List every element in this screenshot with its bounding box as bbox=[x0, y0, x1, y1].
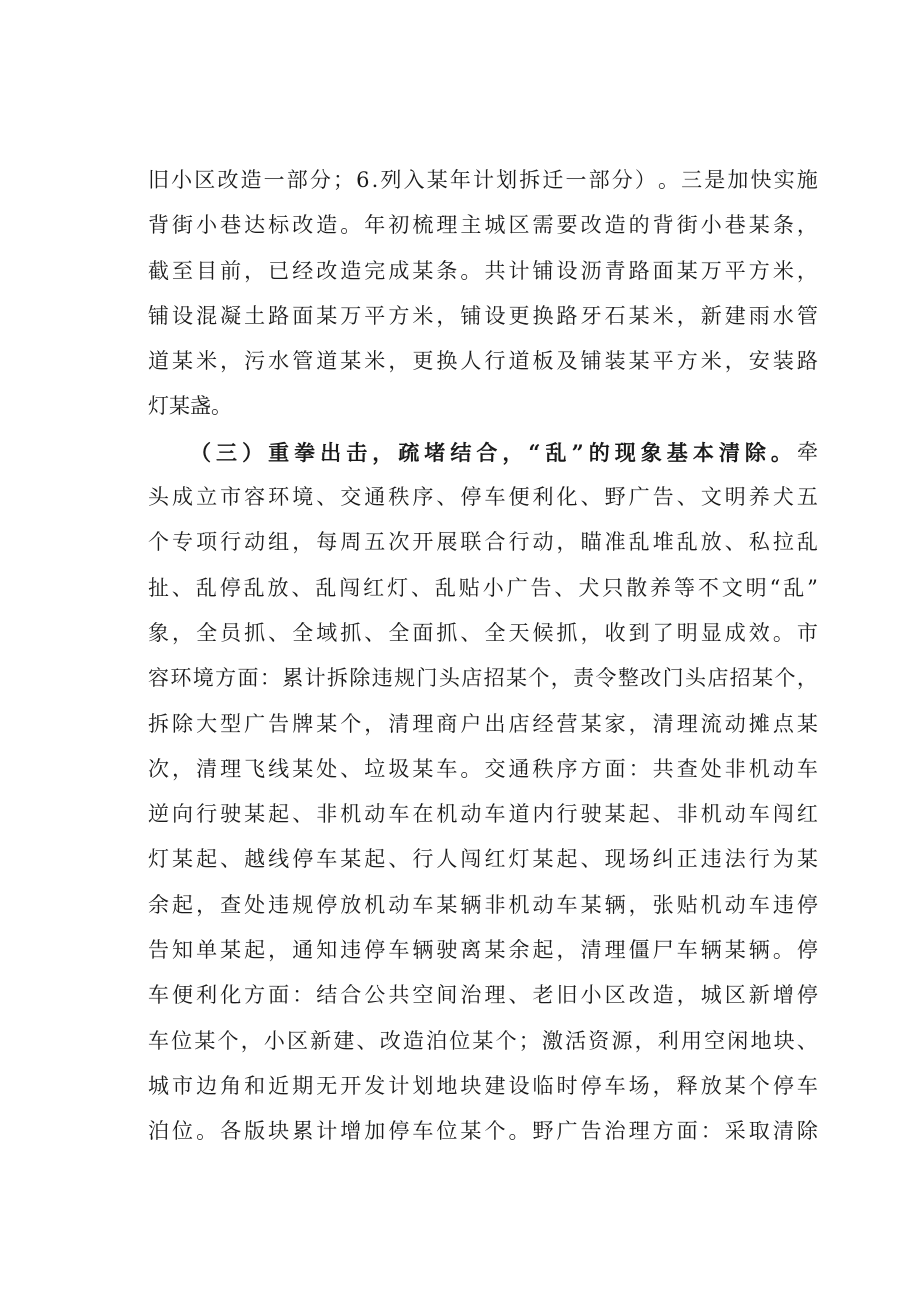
text-line: 灯 某 盏 。 bbox=[148, 394, 232, 419]
text-line: 泊 位 。 各 版 块 累 计 增 加 停 车 位 某 个 。 野 广 告 治 理 方 面 ： 采 取 清 除 bbox=[148, 1119, 818, 1144]
text-line: 铺 设 混 凝 土 路 面 某 万 平 方 米 ， 铺 设 更 换 路 牙 石 某 米 ， 新 建 雨 水 管 bbox=[148, 303, 818, 328]
text-line: 象 ， 全 员 抓 、 全 域 抓 、 全 面 抓 、 全 天 候 抓 ， 收 到 了 明 显 成 效 。 市 bbox=[148, 620, 818, 645]
text-line: 截 至 目 前 ， 已 经 改 造 完 成 某 条 。 共 计 铺 设 沥 青 路 面 某 万 平 方 米 ， bbox=[148, 258, 818, 283]
text-line: 车 位 某 个 ， 小 区 新 建 、 改 造 泊 位 某 个 ； 激 活 资 源 ， 利 用 空 闲 地 块 、 bbox=[148, 1028, 818, 1053]
text-line: 拆 除 大 型 广 告 牌 某 个 ， 清 理 商 户 出 店 经 营 某 家 ， 清 理 流 动 摊 点 某 bbox=[148, 711, 818, 736]
text-line: 背 街 小 巷 达 标 改 造 。 年 初 梳 理 主 城 区 需 要 改 造 的 背 街 小 巷 某 条 ， bbox=[148, 213, 818, 238]
text-line: 余 起 ， 查 处 违 规 停 放 机 动 车 某 辆 非 机 动 车 某 辆 ， 张 贴 机 动 车 违 停 bbox=[148, 892, 818, 917]
section-heading-line: （ 三 ） 重 拳 出 击 ， 疏 堵 结 合 ， “ 乱 ” 的 现 象 基 本 清 除 。 牵 bbox=[190, 439, 818, 465]
text-line: 灯 某 起 、 越 线 停 车 某 起 、 行 人 闯 红 灯 某 起 、 现 场 纠 正 违 法 行 为 某 bbox=[148, 847, 818, 872]
text-line: 次 ， 清 理 飞 线 某 处 、 垃 圾 某 车 。 交 通 秩 序 方 面 ： 共 查 处 非 机 动 车 bbox=[148, 756, 818, 781]
text-line: 容 环 境 方 面 ： 累 计 拆 除 违 规 门 头 店 招 某 个 ， 责 令 整 改 门 头 店 招 某 个 ， bbox=[148, 666, 818, 691]
text-line: 扯 、 乱 停 乱 放 、 乱 闯 红 灯 、 乱 贴 小 广 告 、 犬 只 散 养 等 不 文 明 “ 乱 ” bbox=[148, 575, 818, 600]
text-line: 城 市 边 角 和 近 期 无 开 发 计 划 地 块 建 设 临 时 停 车 场 ， 释 放 某 个 停 车 bbox=[148, 1073, 818, 1098]
text-line: 旧 小 区 改 造 一 部 分 ； 6 . 列 入 某 年 计 划 拆 迁 一 部 分 ） 。 三 是 加 快 实 施 bbox=[148, 168, 818, 192]
text-line: 车 便 利 化 方 面 ： 结 合 公 共 空 间 治 理 、 老 旧 小 区 改 造 ， 城 区 新 增 停 bbox=[148, 983, 818, 1008]
text-line: 头 成 立 市 容 环 境 、 交 通 秩 序 、 停 车 便 利 化 、 野 广 告 、 文 明 养 犬 五 bbox=[148, 485, 818, 510]
text-line: 个 专 项 行 动 组 ， 每 周 五 次 开 展 联 合 行 动 ， 瞄 准 乱 堆 乱 放 、 私 拉 乱 bbox=[148, 530, 818, 555]
text-line: 告 知 单 某 起 ， 通 知 违 停 车 辆 驶 离 某 余 起 ， 清 理 僵 尸 车 辆 某 辆 。 停 bbox=[148, 938, 818, 963]
text-line: 道 某 米 ， 污 水 管 道 某 米 ， 更 换 人 行 道 板 及 铺 装 某 平 方 米 ， 安 装 路 bbox=[148, 349, 818, 374]
text-line: 逆 向 行 驶 某 起 、 非 机 动 车 在 机 动 车 道 内 行 驶 某 起 、 非 机 动 车 闯 红 bbox=[148, 802, 818, 827]
body-text bbox=[148, 158, 818, 1155]
